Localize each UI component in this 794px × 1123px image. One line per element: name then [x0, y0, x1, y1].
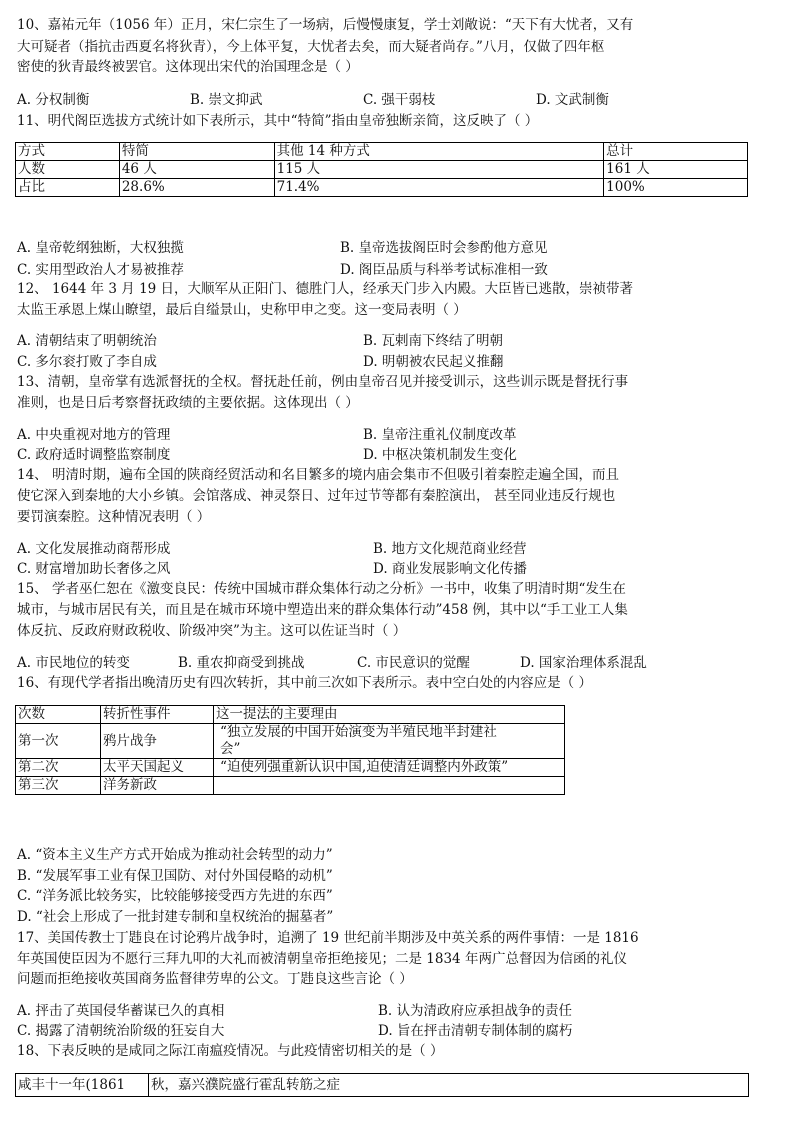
q15-line-1: 15、 学者巫仁恕在《激变良民：传统中国城市群众集体行动之分析》一书中，收集了明清时期“发生在 — [17, 581, 626, 597]
table-cell: 115 人 — [274, 161, 604, 179]
reason-line: 会” — [220, 741, 241, 757]
q12-option-c: C. 多尔衮打败了李自成 — [17, 354, 157, 370]
table-cell: 鸦片战争 — [101, 724, 214, 759]
q16-option-b: B. “发展军事工业有保卫国防、对付外国侵略的动机” — [17, 868, 333, 884]
table-cell: 71.4% — [274, 179, 604, 197]
q12-option-d: D. 明朝被农民起义推翻 — [363, 354, 504, 370]
q18-table — [15, 1073, 749, 1097]
reason-line: “独立发展的中国开始演变为半殖民地半封建社 — [220, 724, 497, 740]
q13-option-c: C. 政府适时调整监察制度 — [17, 447, 171, 463]
q11-stem: 11、明代阁臣选拔方式统计如下表所示，其中“特简”指由皇帝独断亲简，这反映了（ ） — [17, 113, 539, 129]
table-cell: 100% — [604, 179, 748, 197]
table-cell: 第三次 — [16, 777, 101, 795]
q17-option-d: D. 旨在抨击清朝专制体制的腐朽 — [378, 1023, 573, 1039]
q15-option-a: A. 市民地位的转变 — [17, 655, 130, 671]
q17-line-2: 年英国使臣因为不愿行三拜九叩的大礼而被清朝皇帝拒绝接见；二是 1834 年两广总督因为信函的礼仪 — [17, 951, 627, 967]
table-cell: 次数 — [16, 706, 101, 724]
q14-option-c: C. 财富增加助长奢侈之风 — [17, 561, 171, 577]
table-cell: 46 人 — [119, 161, 274, 179]
table-row — [16, 777, 565, 795]
table-row — [16, 706, 565, 724]
table-cell: 161 人 — [604, 161, 748, 179]
table-cell — [214, 777, 565, 795]
q13-option-d: D. 中枢决策机制发生变化 — [363, 447, 517, 463]
table-cell: 洋务新政 — [101, 777, 214, 795]
q12-line-2: 太监王承恩上煤山瞭望，最后自缢景山，史称甲申之变。这一变局表明（ ） — [17, 302, 467, 318]
table-row — [16, 143, 748, 161]
table-cell: 总计 — [604, 143, 748, 161]
q10-line-1: 10、嘉祐元年（1056 年）正月，宋仁宗生了一场病，后慢慢康复，学士刘敞说：“天下有大忧者，又有 — [17, 17, 634, 33]
q10-option-b: B. 崇文抑武 — [190, 92, 263, 108]
q10-line-3: 密使的狄青最终被罢官。这体现出宋代的治国理念是（ ） — [17, 59, 359, 75]
table-cell: 咸丰十一年(1861 — [16, 1074, 149, 1097]
q16-option-a: A. “资本主义生产方式开始成为推动社会转型的动力” — [17, 847, 333, 863]
q11-option-a: A. 皇帝乾纲独断，大权独揽 — [17, 240, 184, 256]
q11-table — [15, 142, 748, 197]
table-row — [16, 1074, 749, 1097]
q16-table — [15, 705, 565, 795]
q14-option-a: A. 文化发展推动商帮形成 — [17, 541, 171, 557]
q13-option-b: B. 皇帝注重礼仪制度改革 — [363, 427, 517, 443]
q17-option-c: C. 揭露了清朝统治阶级的狂妄自大 — [17, 1023, 225, 1039]
table-cell: 人数 — [16, 161, 120, 179]
q11-option-b: B. 皇帝选拔阁臣时会参酌他方意见 — [340, 240, 548, 256]
q17-option-a: A. 抨击了英国侵华蓄谋已久的真相 — [17, 1003, 225, 1019]
table-cell: 这一提法的主要理由 — [214, 706, 565, 724]
q12-line-1: 12、 1644 年 3 月 19 日，大顺军从正阳门、德胜门人，经承天门步入内殿。大臣皆已逃散，崇祯带著 — [17, 281, 634, 297]
q11-option-c: C. 实用型政治人才易被推荐 — [17, 262, 184, 278]
table-row — [16, 724, 565, 759]
q14-line-1: 14、 明清时期，遍布全国的陕商经贸活动和名目繁多的境内庙会集市不但吸引着秦腔走遍全国，而且 — [17, 467, 619, 483]
q15-line-2: 城市，与城市居民有关，而且是在城市环境中塑造出来的群众集体行动”458 例，其中以“手工业工人集 — [17, 602, 628, 618]
table-cell: 28.6% — [119, 179, 274, 197]
q10-line-2: 大可疑者（指抗击西夏名将狄青），今上体平复，大忧者去矣，而大疑者尚存。”八月，仅做了四年枢 — [17, 39, 605, 55]
table-cell — [214, 724, 565, 759]
q14-line-2: 使它深入到秦地的大小乡镇。会馆落成、神灵祭日、过年过节等都有秦腔演出， 甚至同业违反行规也 — [17, 488, 616, 504]
table-row — [16, 179, 748, 197]
table-cell: 太平天国起义 — [101, 759, 214, 777]
table-cell: 第二次 — [16, 759, 101, 777]
q14-option-b: B. 地方文化规范商业经营 — [373, 541, 527, 557]
q16-stem: 16、有现代学者指出晚清历史有四次转折，其中前三次如下表所示。表中空白处的内容应是（ ） — [17, 675, 592, 691]
table-cell: “迫使列强重新认识中国,迫使清廷调整内外政策” — [214, 759, 565, 777]
q13-line-2: 准则，也是日后考察督抚政绩的主要依据。这体现出（ ） — [17, 395, 359, 411]
q14-line-3: 要罚演秦腔。这种情况表明（ ） — [17, 509, 211, 525]
table-cell: 转折性事件 — [101, 706, 214, 724]
q13-option-a: A. 中央重视对地方的管理 — [17, 427, 171, 443]
q16-option-c: C. “洋务派比较务实，比较能够接受西方先进的东西” — [17, 888, 333, 904]
q13-line-1: 13、清朝，皇帝掌有选派督抚的全权。督抚赴任前，例由皇帝召见并接受训示，这些训示既是督抚行事 — [17, 374, 629, 390]
table-row — [16, 759, 565, 777]
table-row — [16, 161, 748, 179]
q15-option-d: D. 国家治理体系混乱 — [520, 655, 647, 671]
q10-option-d: D. 文武制衡 — [536, 92, 609, 108]
q17-option-b: B. 认为清政府应承担战争的责任 — [378, 1003, 573, 1019]
q15-line-3: 体反抗、反政府财政税收、阶级冲突”为主。这可以佐证当时（ ） — [17, 623, 407, 639]
table-cell: 特简 — [119, 143, 274, 161]
q15-option-c: C. 市民意识的觉醒 — [357, 655, 470, 671]
q10-option-a: A. 分权制衡 — [17, 92, 90, 108]
q12-option-b: B. 瓦剌南下终结了明朝 — [363, 333, 504, 349]
q15-option-b: B. 重农抑商受到挑战 — [178, 655, 305, 671]
q17-line-1: 17、美国传教士丁韪良在讨论鸦片战争时，追溯了 19 世纪前半期涉及中英关系的两件事情：一是 1816 — [17, 930, 639, 946]
q12-option-a: A. 清朝结束了明朝统治 — [17, 333, 157, 349]
q11-option-d: D. 阁臣品质与科举考试标准相一致 — [340, 262, 548, 278]
q16-option-d: D. “社会上形成了一批封建专制和皇权统治的掘墓者” — [17, 909, 334, 925]
q17-line-3: 问题而拒绝接收英国商务监督律劳卑的公文。丁韪良这些言论（ ） — [17, 971, 413, 987]
table-cell: 秋，嘉兴濮院盛行霍乱转筋之症 — [149, 1074, 749, 1097]
table-cell: 其他 14 种方式 — [274, 143, 604, 161]
q14-option-d: D. 商业发展影响文化传播 — [373, 561, 527, 577]
table-cell: 占比 — [16, 179, 120, 197]
q18-stem: 18、下表反映的是咸同之际江南瘟疫情况。与此疫情密切相关的是（ ） — [17, 1043, 444, 1059]
q10-option-c: C. 强干弱枝 — [363, 92, 436, 108]
table-cell: 方式 — [16, 143, 120, 161]
table-cell: 第一次 — [16, 724, 101, 759]
